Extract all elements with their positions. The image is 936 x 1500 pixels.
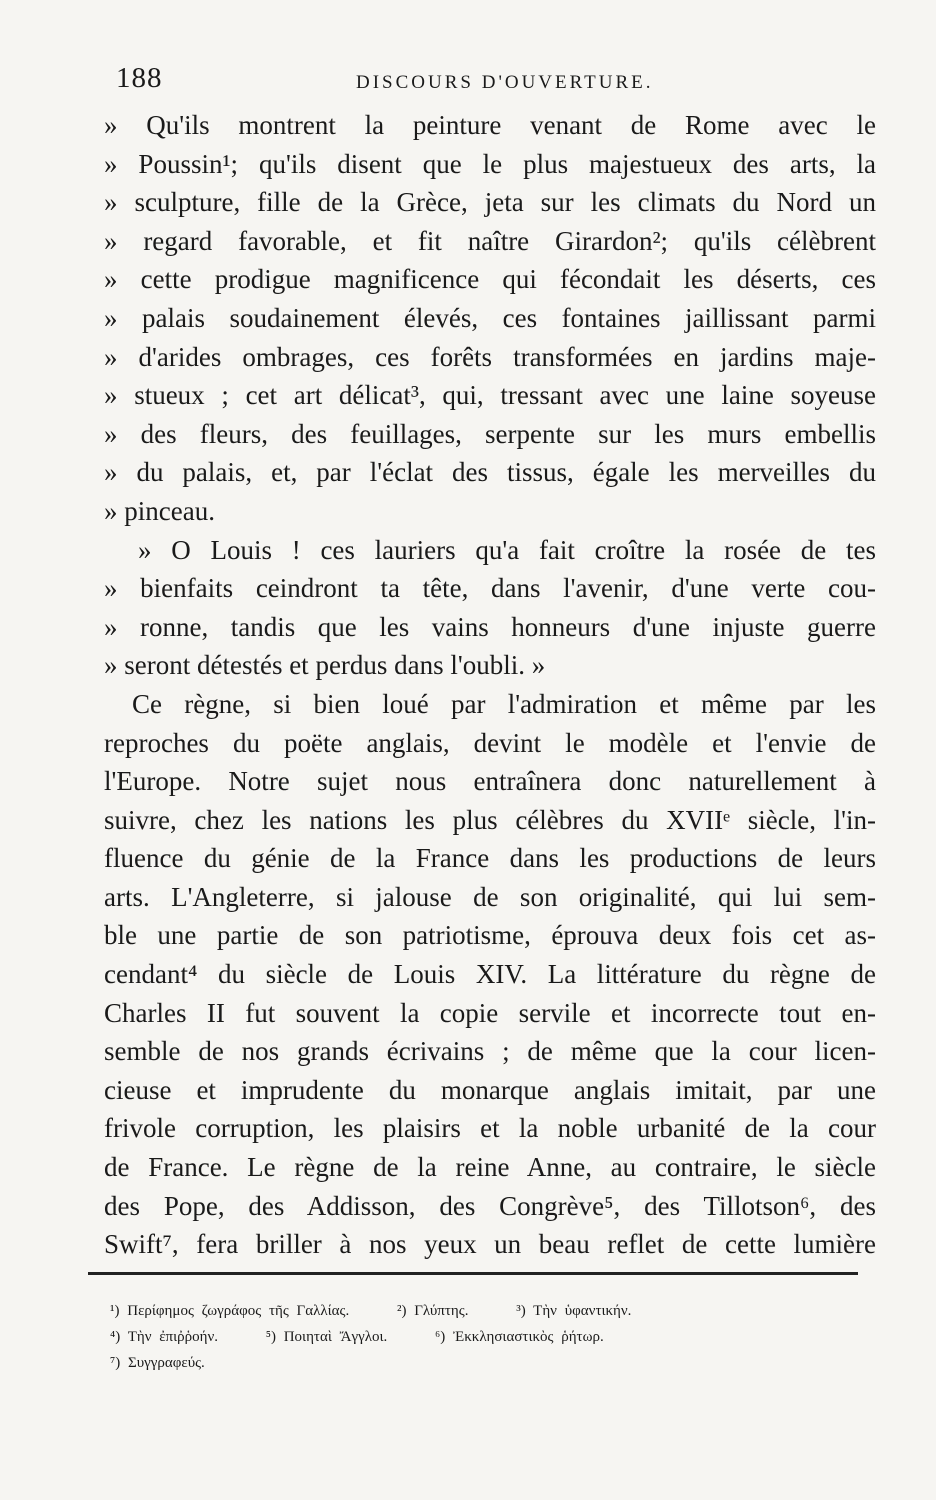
text-line: » du palais, et, par l'éclat des tissus, égale les merveilles du [104,457,876,488]
page-header [116,62,876,102]
text-line: reproches du poëte anglais, devint le modèle et l'envie de [104,727,876,758]
text-line: » palais soudainement élevés, ces fontaines jaillissant parmi [104,302,876,333]
text-line: » ronne, tandis que les vains honneurs d'une injuste guerre [104,611,876,642]
text-line: de France. Le règne de la reine Anne, au contraire, le siècle [104,1152,876,1183]
text-line: Ce règne, si bien loué par l'admiration et même par les [132,688,876,719]
text-line: frivole corruption, les plaisirs et la noble urbanité de la cour [104,1113,876,1144]
text-line: semble de nos grands écrivains ; de même que la cour licen- [104,1036,876,1067]
text-line: Charles II fut souvent la copie servile et incorrecte tout en- [104,997,876,1028]
text-line: Swift⁷, fera briller à nos yeux un beau reflet de cette lumière [104,1229,876,1260]
text-line: ble une partie de son patriotisme, éprouva deux fois cet as- [104,920,876,951]
text-line: des Pope, des Addisson, des Congrève⁵, des Tillotson⁶, des [104,1190,876,1221]
footnote-5: ⁵) Ποιηταὶ Ἄγγλοι. [265,1329,388,1345]
text-line: » O Louis ! ces lauriers qu'a fait croître la rosée de tes [138,534,876,565]
text-line: fluence du génie de la France dans les productions de leurs [104,843,876,874]
text-line: » d'arides ombrages, ces forêts transformées en jardins maje- [104,341,876,372]
footnote-6: ⁶) Ἐκκλησιαστικὸς ῥήτωρ. [435,1329,604,1345]
text-line: » cette prodigue magnificence qui fécondait les déserts, ces [104,264,876,295]
text-line: suivre, chez les nations les plus célèbres du XVIIᵉ siècle, l'in- [104,804,876,835]
footnote-rule [88,1272,858,1275]
page-number: 188 [116,62,163,94]
footnote-7: ⁷) Συγγραφεύς. [110,1355,205,1371]
text-line: » Qu'ils montrent la peinture venant de Rome avec le [104,110,876,140]
footnote-1: ¹) Περίφημος ζωγράφος τῆς Γαλλίας. [110,1303,350,1319]
body-text [104,106,876,1264]
text-line: » bienfaits ceindront ta tête, dans l'avenir, d'une verte cou- [104,573,876,604]
text-line: » pinceau. [104,495,215,526]
footnote-line [110,1298,830,1324]
footnote-2: ²) Γλύπτης. [396,1303,469,1319]
footnotes [110,1298,830,1376]
text-line: » seront détestés et perdus dans l'oubli. » [104,650,546,681]
text-line: » regard favorable, et fit naître Girardon²; qu'ils célèbrent [104,225,876,256]
footnote-4: ⁴) Τὴν ἐπιῤῥοήν. [110,1329,218,1345]
text-line: l'Europe. Notre sujet nous entraînera donc naturellement à [104,766,876,797]
text-line: » stueux ; cet art délicat³, qui, tressant avec une laine soyeuse [104,380,876,411]
text-line: » sculpture, fille de la Grèce, jeta sur les climats du Nord un [104,187,876,218]
text-line: cieuse et imprudente du monarque anglais imitait, par une [104,1074,876,1105]
text-line: » Poussin¹; qu'ils disent que le plus majestueux des arts, la [104,148,876,179]
running-title: DISCOURS D'OUVERTURE. [356,72,654,93]
footnote-line [110,1324,830,1350]
footnote-line [110,1350,830,1376]
text-line: cendant⁴ du siècle de Louis XIV. La littérature du règne de [104,959,876,990]
text-line: arts. L'Angleterre, si jalouse de son originalité, qui lui sem- [104,881,876,912]
text-line: » des fleurs, des feuillages, serpente sur les murs embellis [104,418,876,449]
footnote-3: ³) Τὴν ὑφαντικήν. [516,1303,632,1319]
